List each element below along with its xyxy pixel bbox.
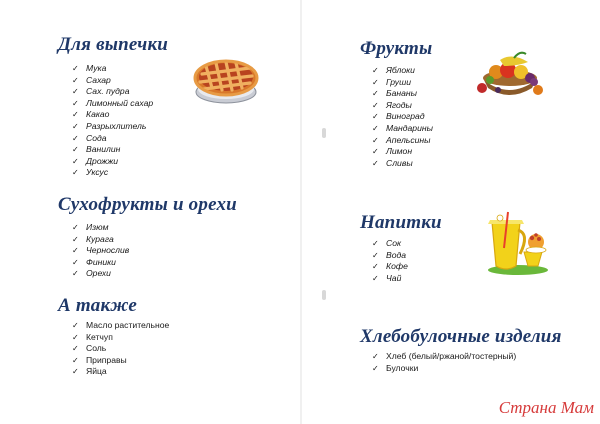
list-item bbox=[72, 133, 168, 145]
checkmark-icon: ✓ bbox=[72, 269, 79, 279]
list-item bbox=[372, 351, 562, 363]
checkmark-icon: ✓ bbox=[72, 344, 79, 354]
checkmark-icon: ✓ bbox=[372, 66, 379, 75]
list-item-label: Яблоки bbox=[386, 65, 415, 75]
baking-section bbox=[58, 34, 168, 179]
page-fold bbox=[300, 0, 302, 424]
list-item bbox=[372, 250, 442, 262]
also-section bbox=[58, 295, 170, 378]
pie-icon bbox=[188, 52, 264, 108]
checkmark-icon: ✓ bbox=[72, 145, 79, 155]
checkmark-icon: ✓ bbox=[372, 112, 379, 122]
fruits-heading: Фрукты bbox=[360, 38, 433, 59]
list-item bbox=[72, 109, 168, 121]
also-heading: А также bbox=[58, 295, 138, 316]
checkmark-icon: ✓ bbox=[372, 363, 379, 373]
dried-section bbox=[58, 194, 237, 280]
watermark: Страна Мам bbox=[498, 398, 594, 417]
checkmark-icon: ✓ bbox=[72, 321, 79, 330]
list-item bbox=[372, 146, 432, 158]
fruits-list bbox=[372, 65, 432, 169]
drinks-list bbox=[372, 238, 442, 284]
list-item bbox=[72, 144, 168, 156]
checkmark-icon: ✓ bbox=[372, 158, 379, 168]
list-item-label: Виноград bbox=[386, 111, 425, 122]
checkmark-icon: ✓ bbox=[72, 98, 79, 108]
list-item bbox=[372, 77, 432, 89]
list-item-label: Бананы bbox=[386, 88, 417, 99]
list-item-label: Ягоды bbox=[386, 99, 412, 110]
fruits-section bbox=[360, 38, 432, 169]
list-item bbox=[72, 245, 237, 257]
fruit-basket-icon bbox=[474, 50, 544, 100]
checkmark-icon: ✓ bbox=[72, 87, 79, 97]
list-item bbox=[372, 238, 442, 250]
list-item-label: Чай bbox=[386, 272, 402, 283]
list-item-label: Лимонный сахар bbox=[86, 97, 154, 108]
list-item-label: Кетчуп bbox=[86, 331, 113, 342]
checkmark-icon: ✓ bbox=[372, 250, 379, 260]
list-item-label: Сах. пудра bbox=[86, 86, 130, 97]
list-item-label: Сок bbox=[386, 238, 402, 248]
juice-pitcher-icon bbox=[484, 208, 556, 278]
list-item bbox=[372, 261, 442, 273]
list-item-label: Орехи bbox=[86, 268, 111, 279]
dried-list bbox=[72, 222, 237, 280]
list-item bbox=[372, 111, 432, 123]
list-item bbox=[372, 363, 562, 375]
list-item bbox=[72, 257, 237, 269]
list-item-label: Апельсины bbox=[386, 134, 431, 145]
list-item-label: Дрожжи bbox=[86, 155, 119, 166]
drinks-section bbox=[360, 212, 442, 284]
checkmark-icon: ✓ bbox=[72, 110, 79, 120]
punch-hole bbox=[322, 128, 326, 138]
list-item bbox=[72, 121, 168, 133]
checkmark-icon: ✓ bbox=[72, 168, 79, 178]
list-item-label: Разрыхлитель bbox=[86, 120, 147, 131]
list-item bbox=[72, 234, 237, 246]
list-item-label: Какао bbox=[86, 109, 110, 120]
bakery-list bbox=[372, 351, 562, 374]
checkmark-icon: ✓ bbox=[372, 262, 379, 272]
checkmark-icon: ✓ bbox=[372, 239, 379, 248]
list-item bbox=[72, 320, 170, 332]
checkmark-icon: ✓ bbox=[72, 75, 79, 85]
list-item bbox=[72, 268, 237, 280]
checkmark-icon: ✓ bbox=[372, 352, 379, 361]
list-item-label: Булочки bbox=[386, 362, 419, 373]
list-item bbox=[72, 156, 168, 168]
baking-heading: Для выпечки bbox=[58, 34, 169, 55]
checkmark-icon: ✓ bbox=[72, 234, 79, 244]
checkmark-icon: ✓ bbox=[372, 89, 379, 99]
checkmark-icon: ✓ bbox=[372, 147, 379, 157]
list-item-label: Груши bbox=[386, 76, 412, 87]
list-item bbox=[72, 167, 168, 179]
list-item bbox=[372, 135, 432, 147]
list-item-label: Изюм bbox=[86, 222, 109, 232]
list-item bbox=[372, 88, 432, 100]
list-item-label: Лимон bbox=[386, 146, 413, 157]
checkmark-icon: ✓ bbox=[72, 246, 79, 256]
checkmark-icon: ✓ bbox=[72, 332, 79, 342]
list-item-label: Курага bbox=[86, 233, 114, 244]
checkmark-icon: ✓ bbox=[72, 156, 79, 166]
list-item-label: Хлеб (белый/ржаной/тостерный) bbox=[386, 351, 517, 361]
checkmark-icon: ✓ bbox=[372, 123, 379, 133]
list-item bbox=[372, 65, 432, 77]
also-list bbox=[72, 320, 170, 378]
checkmark-icon: ✓ bbox=[72, 355, 79, 365]
list-item bbox=[72, 366, 137, 378]
list-item-label: Вода bbox=[386, 249, 407, 260]
checkmark-icon: ✓ bbox=[72, 367, 79, 377]
list-item-label: Сода bbox=[86, 132, 107, 143]
list-item-label: Сахар bbox=[86, 74, 111, 85]
list-item-label: Уксус bbox=[86, 167, 109, 178]
list-item bbox=[72, 355, 137, 367]
checkmark-icon: ✓ bbox=[372, 135, 379, 145]
list-item-label: Финики bbox=[86, 256, 116, 267]
list-item bbox=[72, 332, 137, 344]
list-item bbox=[372, 100, 432, 112]
list-item bbox=[372, 273, 442, 285]
list-item-label: Кофе bbox=[386, 261, 408, 272]
list-item bbox=[72, 63, 168, 75]
list-item bbox=[72, 222, 237, 234]
checkmark-icon: ✓ bbox=[72, 121, 79, 131]
bakery-heading: Хлебобулочные изделия bbox=[360, 326, 562, 347]
checkmark-icon: ✓ bbox=[72, 133, 79, 143]
baking-list bbox=[72, 63, 168, 179]
checkmark-icon: ✓ bbox=[372, 77, 379, 87]
drinks-heading: Напитки bbox=[360, 212, 442, 233]
checkmark-icon: ✓ bbox=[72, 223, 79, 232]
list-item bbox=[72, 343, 137, 355]
list-item bbox=[72, 75, 168, 87]
list-item-label: Приправы bbox=[86, 354, 127, 365]
bakery-section bbox=[360, 326, 562, 374]
list-item-label: Чернослив bbox=[86, 245, 130, 256]
list-item bbox=[372, 123, 432, 135]
list-item bbox=[72, 98, 168, 110]
checkmark-icon: ✓ bbox=[72, 64, 79, 73]
list-item-label: Мука bbox=[86, 63, 107, 73]
dried-heading: Сухофрукты и орехи bbox=[58, 194, 237, 215]
punch-hole bbox=[322, 290, 326, 300]
checkmark-icon: ✓ bbox=[372, 100, 379, 110]
list-item bbox=[72, 86, 168, 98]
list-item-label: Ванилин bbox=[86, 144, 121, 155]
list-item-label: Яйца bbox=[86, 366, 107, 377]
checkmark-icon: ✓ bbox=[372, 273, 379, 283]
list-item-label: Сливы bbox=[386, 157, 413, 168]
list-item-label: Масло растительное bbox=[86, 320, 170, 330]
list-item bbox=[372, 158, 432, 170]
checkmark-icon: ✓ bbox=[72, 257, 79, 267]
list-item-label: Соль bbox=[86, 343, 107, 354]
list-item-label: Мандарины bbox=[386, 122, 433, 133]
